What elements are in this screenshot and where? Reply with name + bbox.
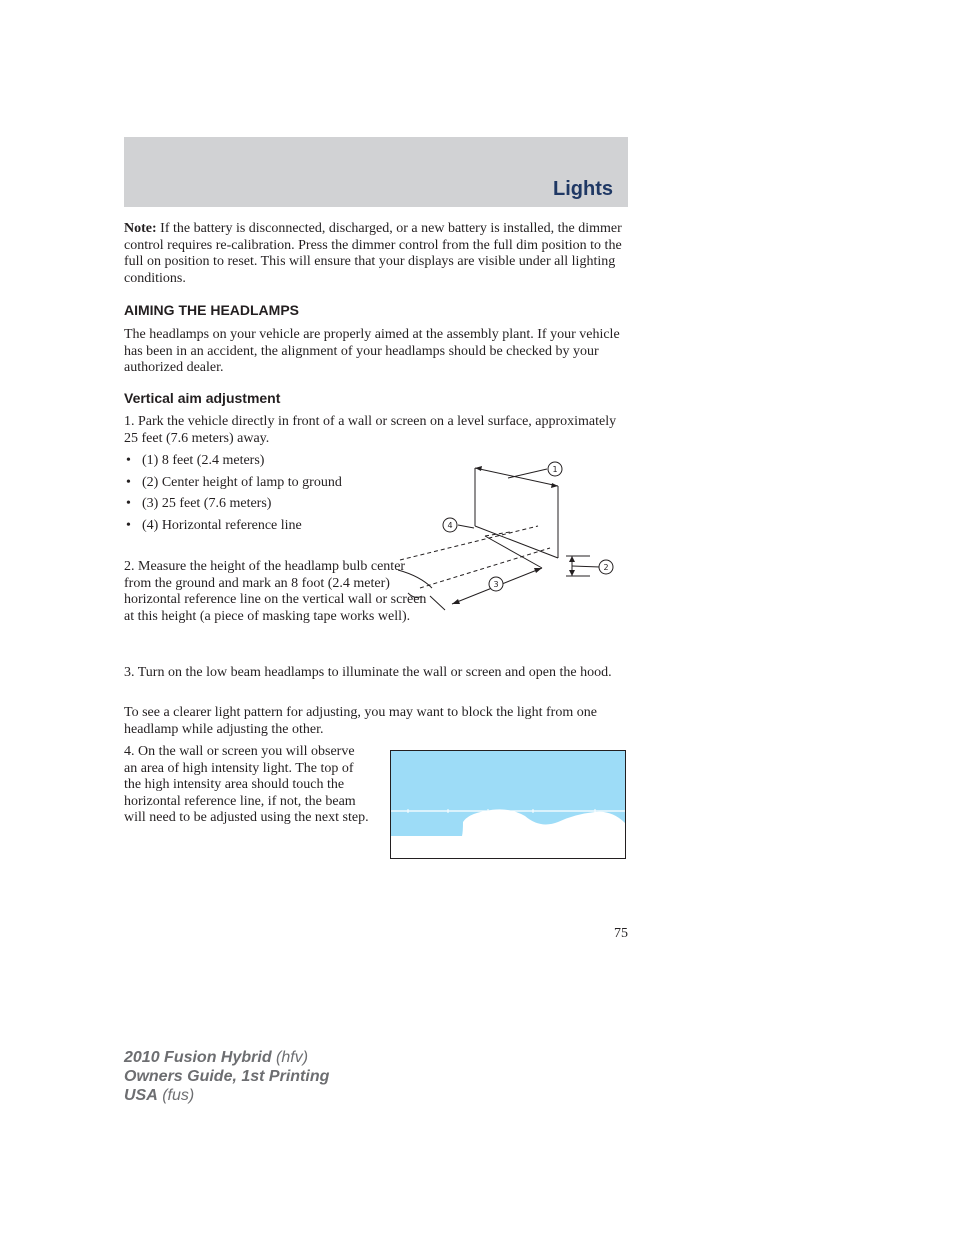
step-4-paragraph: 4. On the wall or screen you will observe an area of high intensity light. The top of the high intensity area should touch the horizontal reference line, if not, the beam will need to be adjusted using the next step. [124, 744, 369, 825]
subsection-heading: Vertical aim adjustment [124, 390, 281, 406]
light-pattern-diagram [390, 750, 627, 860]
diagram-legend-list [124, 453, 374, 539]
section-header-band [124, 137, 628, 207]
document-footer [124, 1048, 329, 1105]
bullet-icon: • [126, 517, 131, 533]
bullet-icon: • [126, 474, 131, 490]
callout-2: 2 [603, 563, 609, 572]
callout-3: 3 [493, 580, 499, 589]
section-heading: AIMING THE HEADLAMPS [124, 302, 299, 318]
note-text: If the battery is disconnected, discharged, or a new battery is installed, the dimmer control requires re-calibration. Press the dimmer control from the full dim position to the full on position to reset. This will ensure that your displays are visible under all lighting conditions. [124, 221, 622, 286]
section-title: Lights [553, 178, 613, 200]
step-2-paragraph: 2. Measure the height of the headlamp bulb center from the ground and mark an 8 foot (2.4 meter) horizontal reference line on the vertical wall or screen at this height (a piece of masking tape works well). [124, 559, 427, 624]
list-item: • (3) 25 feet (7.6 meters) [126, 496, 272, 511]
callout-1: 1 [552, 465, 558, 474]
footer-line-1: 2010 Fusion Hybrid (hfv) [124, 1049, 309, 1066]
footer-line-2: Owners Guide, 1st Printing [124, 1068, 330, 1085]
bullet-icon: • [126, 496, 131, 511]
note-label: Note: [124, 221, 157, 236]
step-1-paragraph: 1. Park the vehicle directly in front of a wall or screen on a level surface, approximately 25 feet (7.6 meters) away. [124, 414, 617, 446]
footer-line-3: USA (fus) [124, 1087, 195, 1104]
callout-4: 4 [447, 521, 453, 530]
list-item: • (4) Horizontal reference line [126, 517, 302, 533]
bullet-icon: • [126, 453, 131, 468]
headlamp-aiming-diagram [390, 458, 630, 613]
note-paragraph [124, 221, 630, 287]
list-item: • (1) 8 feet (2.4 meters) [126, 453, 265, 468]
tip-paragraph: To see a clearer light pattern for adjusting, you may want to block the light from one headlamp while adjusting the other. [124, 705, 597, 737]
list-item: • (2) Center height of lamp to ground [126, 474, 342, 490]
intro-paragraph: The headlamps on your vehicle are properly aimed at the assembly plant. If your vehicle has been in an accident, the alignment of your headlamps should be checked by your authorized dealer. [124, 327, 620, 375]
page-number: 75 [614, 926, 628, 941]
step-3-paragraph: 3. Turn on the low beam headlamps to illuminate the wall or screen and open the hood. [124, 665, 612, 680]
